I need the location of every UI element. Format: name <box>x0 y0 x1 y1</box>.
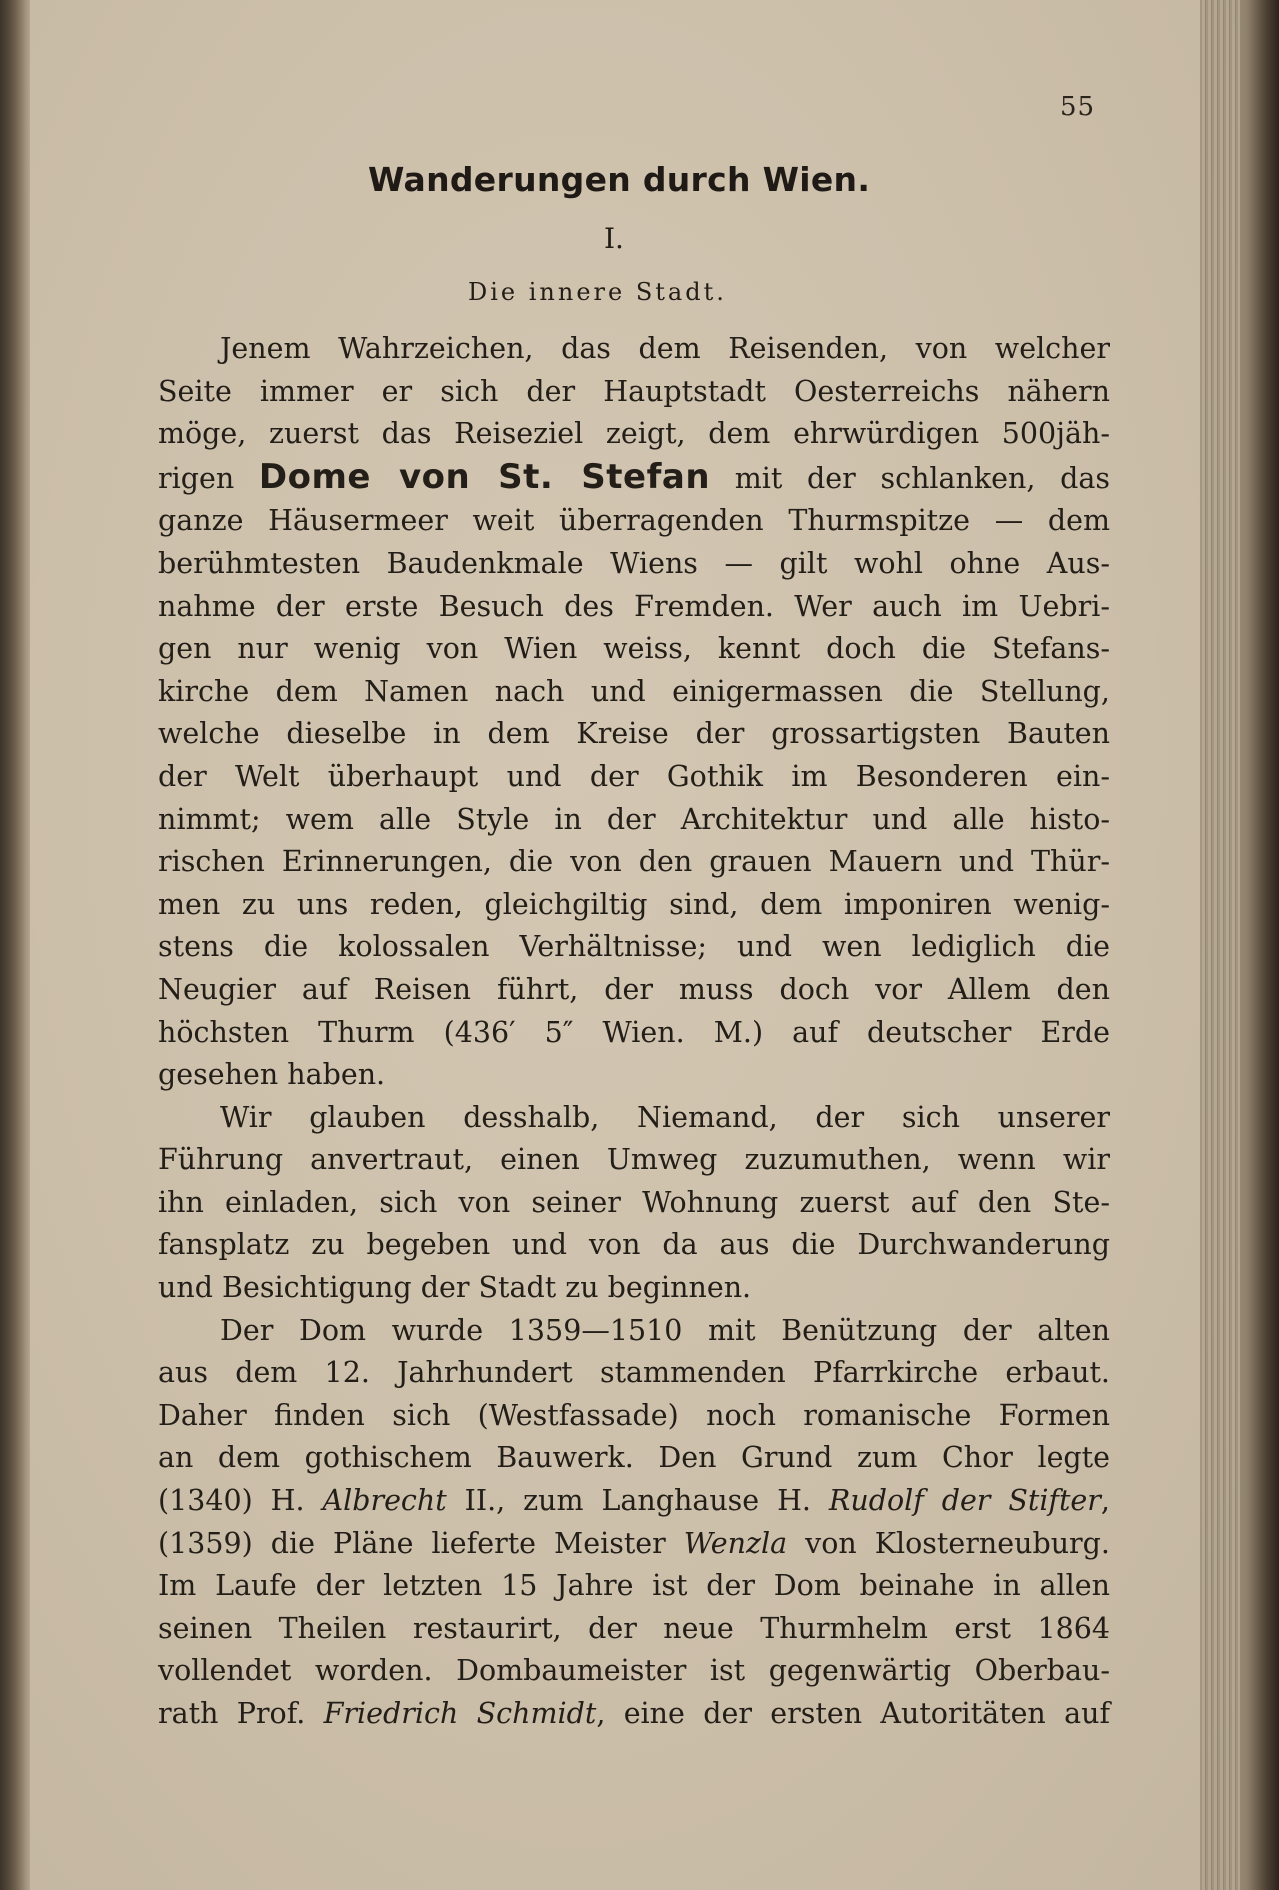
text-line: (1340) H. Albrecht II., zum Langhause H. Rudolf der Stifter, <box>158 1484 1110 1518</box>
italic-name: Wenzla <box>683 1526 788 1560</box>
section-title: Die innere Stadt. <box>468 278 727 306</box>
text-line: Im Laufe der letzten 15 Jahre ist der Dom beinahe in allen <box>158 1569 1110 1603</box>
text-line: gen nur wenig von Wien weiss, kennt doch die Stefans- <box>158 632 1110 666</box>
text-line: fansplatz zu begeben und von da aus die Durchwanderung <box>158 1228 1110 1262</box>
italic-name: Rudolf der Stifter <box>828 1484 1101 1518</box>
text-line: der Welt überhaupt und der Gothik im Besonderen ein- <box>158 759 1110 793</box>
text-line: Der Dom wurde 1359—1510 mit Benützung der alten <box>220 1313 1110 1347</box>
text-line: nimmt; wem alle Style in der Architektur und alle histo- <box>158 802 1110 836</box>
text-line: Neugier auf Reisen führt, der muss doch vor Allem den <box>158 972 1110 1006</box>
text-line: Daher finden sich (Westfassade) noch romanische Formen <box>158 1398 1110 1432</box>
chapter-title: Wanderungen durch Wien. <box>368 160 871 199</box>
dome-emphasis: Dome von St. Stefan <box>258 456 711 497</box>
text-line: höchsten Thurm (436′ 5″ Wien. M.) auf deutscher Erde <box>158 1015 1110 1049</box>
text-line: möge, zuerst das Reiseziel zeigt, dem ehrwürdigen 500jäh- <box>158 417 1110 451</box>
text-line: stens die kolossalen Verhältnisse; und wen lediglich die <box>158 930 1110 964</box>
italic-name: Friedrich Schmidt <box>323 1697 597 1730</box>
text-line: rischen Erinnerungen, die von den grauen Mauern und Thür- <box>158 845 1110 879</box>
text-line: ganze Häusermeer weit überragenden Thurmspitze — dem <box>158 504 1110 538</box>
text-line: ihn einladen, sich von seiner Wohnung zuerst auf den Ste- <box>158 1185 1110 1219</box>
italic-name: Albrecht <box>322 1484 447 1518</box>
text-line: (1359) die Pläne lieferte Meister Wenzla von Klosterneuburg. <box>158 1526 1110 1560</box>
text-line: welche dieselbe in dem Kreise der grossartigsten Bauten <box>158 717 1110 751</box>
text-line: Wir glauben desshalb, Niemand, der sich unserer <box>220 1100 1110 1134</box>
text-line: Führung anvertraut, einen Umweg zuzumuthen, wenn wir <box>158 1143 1110 1177</box>
body-text <box>158 328 1110 1736</box>
text-line: rath Prof. Friedrich Schmidt, eine der ersten Autoritäten auf <box>158 1697 1111 1730</box>
text-line: seinen Theilen restaurirt, der neue Thurmhelm erst 1864 <box>158 1611 1110 1645</box>
text-line: men zu uns reden, gleichgiltig sind, dem imponiren wenig- <box>158 887 1110 921</box>
section-numeral: I. <box>604 222 624 255</box>
book-page <box>30 0 1240 1890</box>
text-line: berühmtesten Baudenkmale Wiens — gilt wohl ohne Aus- <box>158 546 1110 580</box>
text-line: kirche dem Namen nach und einigermassen die Stellung, <box>158 674 1110 708</box>
text-line: vollendet worden. Dombaumeister ist gegenwärtig Oberbau- <box>158 1654 1110 1688</box>
text-line: aus dem 12. Jahrhundert stammenden Pfarrkirche erbaut. <box>158 1356 1110 1390</box>
text-line: Jenem Wahrzeichen, das dem Reisenden, von welcher <box>220 332 1110 365</box>
text-line: gesehen haben. <box>158 1058 386 1092</box>
text-line: Seite immer er sich der Hauptstadt Oesterreichs nähern <box>158 374 1110 408</box>
page-number: 55 <box>1060 92 1096 122</box>
text-line: an dem gothischem Bauwerk. Den Grund zum Chor legte <box>158 1441 1110 1475</box>
text-line: und Besichtigung der Stadt zu beginnen. <box>158 1271 752 1305</box>
page-edge <box>1200 0 1240 1890</box>
text-line: nahme der erste Besuch des Fremden. Wer auch im Uebri- <box>158 589 1110 623</box>
text-line: rigen Dome von St. Stefan mit der schlanken, das <box>158 456 1110 497</box>
